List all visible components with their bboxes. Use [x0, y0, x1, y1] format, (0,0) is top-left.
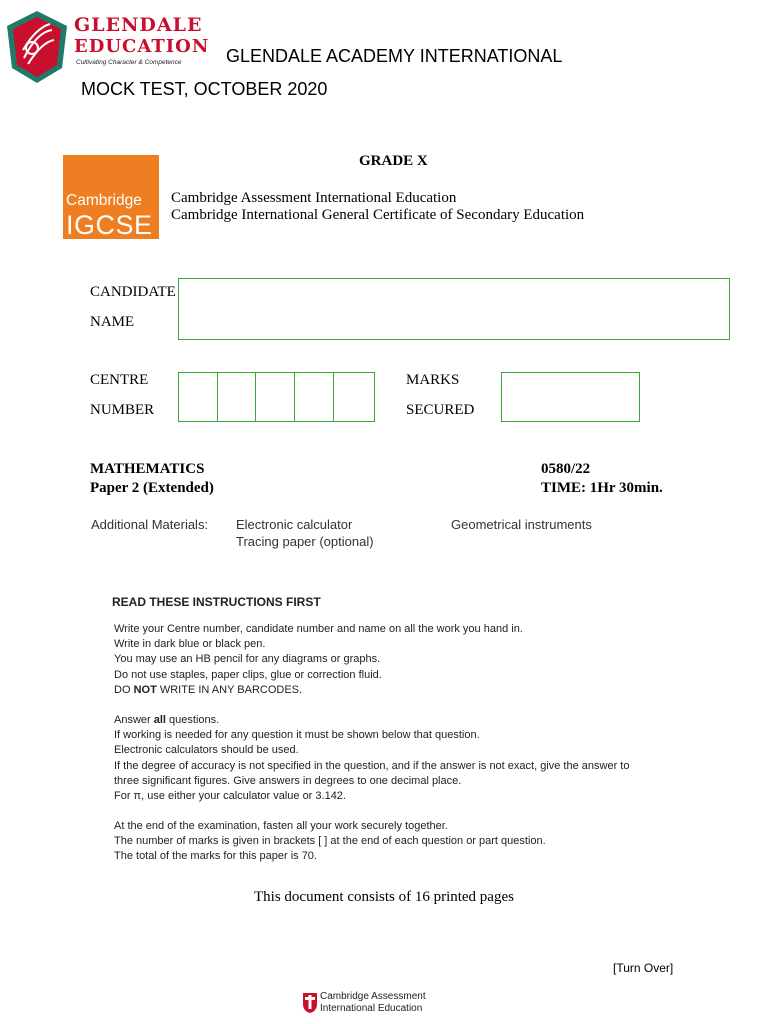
exam-time: TIME: 1Hr 30min.: [541, 480, 663, 496]
instruction-line: For π, use either your calculator value or 3.142.: [114, 790, 346, 803]
instruction-emphasis: all: [153, 714, 166, 726]
instruction-line: The number of marks is given in brackets [ ] at the end of each question or part question.: [114, 835, 546, 848]
centre-label-line2: NUMBER: [90, 402, 155, 418]
brand-name-line2: EDUCATION: [74, 36, 210, 57]
instruction-line: If the degree of accuracy is not specified in the question, and if the answer is not exact, give the answer to: [114, 759, 630, 772]
igcse-logo-line2: IGCSE: [66, 210, 153, 240]
centre-digit-box[interactable]: [334, 373, 374, 421]
board-line1: Cambridge Assessment International Education: [171, 190, 457, 206]
centre-digit-box[interactable]: [256, 373, 295, 421]
marks-secured-field[interactable]: [501, 372, 640, 422]
instruction-line: three significant figures. Give answers in degrees to one decimal place.: [114, 774, 462, 787]
glendale-logo: [6, 10, 68, 84]
centre-number-field: [178, 372, 375, 422]
marks-label-line2: SECURED: [406, 402, 475, 418]
grade-title: GRADE X: [359, 153, 428, 169]
instruction-text: Answer: [114, 714, 154, 726]
materials-label: Additional Materials:: [91, 517, 209, 532]
cambridge-footer-text: [320, 991, 426, 1015]
instruction-text: WRITE IN ANY BARCODES.: [156, 683, 303, 696]
instruction-line: If working is needed for any question it must be shown below that question.: [114, 729, 480, 742]
instruction-line: Electronic calculators should be used.: [114, 744, 299, 757]
instruction-text: questions.: [165, 714, 220, 726]
cambridge-crest-icon: [302, 992, 318, 1014]
test-name: MOCK TEST, OCTOBER 2020: [81, 79, 328, 99]
centre-label-line1: CENTRE: [90, 372, 149, 388]
instruction-line: [114, 713, 629, 728]
centre-digit-box[interactable]: [218, 373, 256, 421]
instruction-emphasis: NOT: [133, 683, 157, 696]
instruction-line: Do not use staples, paper clips, glue or correction fluid.: [114, 668, 382, 681]
school-name: GLENDALE ACADEMY INTERNATIONAL: [226, 46, 563, 66]
candidate-label-line2: NAME: [90, 314, 135, 330]
instructions-block-3: [114, 819, 546, 865]
instruction-line: Write in dark blue or black pen.: [114, 638, 266, 651]
instructions-heading: READ THESE INSTRUCTIONS FIRST: [112, 595, 321, 609]
candidate-label-line1: CANDIDATE: [90, 284, 176, 300]
igcse-logo-line1: Cambridge: [66, 192, 142, 209]
instruction-text: DO: [114, 683, 134, 696]
material-item: Geometrical instruments: [451, 517, 592, 532]
subject-title: MATHEMATICS: [90, 461, 205, 477]
instructions-block-1: [114, 622, 523, 698]
material-item: Tracing paper (optional): [236, 534, 374, 549]
paper-code: 0580/22: [541, 461, 591, 477]
paper-title: Paper 2 (Extended): [90, 480, 214, 496]
brand-name-line1: GLENDALE: [74, 14, 203, 36]
instruction-line: You may use an HB pencil for any diagrams or graphs.: [114, 653, 381, 666]
cambridge-footer-line1: Cambridge Assessment: [320, 991, 426, 1002]
turn-over-label: [Turn Over]: [613, 961, 674, 975]
shield-icon: [6, 10, 68, 84]
igcse-logo: [63, 155, 159, 239]
centre-digit-box[interactable]: [295, 373, 334, 421]
pages-note: This document consists of 16 printed pages: [254, 889, 514, 905]
instruction-line: [114, 683, 523, 698]
instructions-block-2: [114, 713, 629, 804]
brand-tagline: Cultivating Character & Competence: [76, 59, 182, 66]
centre-digit-box[interactable]: [179, 373, 218, 421]
instruction-line: The total of the marks for this paper is 70.: [114, 850, 317, 863]
board-line2: Cambridge International General Certificate of Secondary Education: [171, 207, 585, 223]
instruction-line: Write your Centre number, candidate number and name on all the work you hand in.: [114, 623, 523, 635]
marks-label-line1: MARKS: [406, 372, 460, 388]
instruction-line: At the end of the examination, fasten all your work securely together.: [114, 820, 448, 832]
cambridge-footer-line2: International Education: [320, 1003, 423, 1014]
candidate-name-field[interactable]: [178, 278, 730, 340]
material-item: Electronic calculator: [236, 517, 353, 532]
